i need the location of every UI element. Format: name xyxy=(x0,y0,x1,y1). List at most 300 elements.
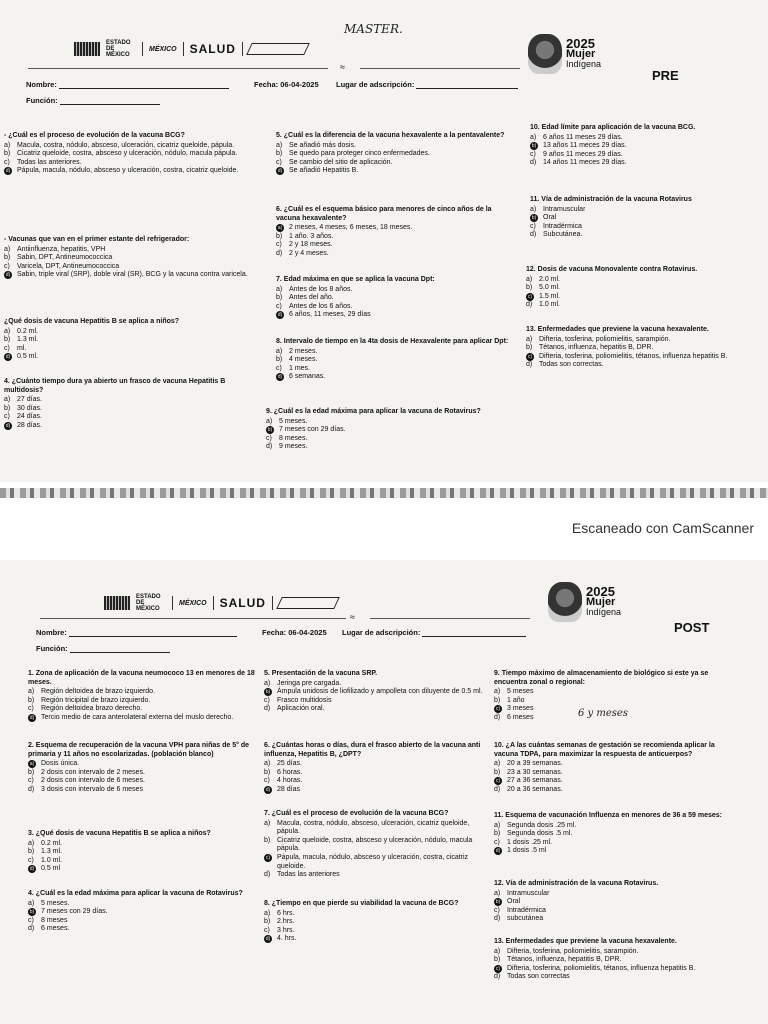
answer-option[interactable] xyxy=(494,956,730,965)
answer-option-selected[interactable] xyxy=(4,353,254,362)
option-letter: c) xyxy=(4,262,10,270)
option-letter: d) xyxy=(530,231,537,239)
answer-option[interactable] xyxy=(264,777,490,786)
indigenous-woman-icon xyxy=(548,582,582,622)
option-letter: c) xyxy=(28,916,34,924)
question-stem: 13. Enfermedades que previene la vacuna hexavalente. xyxy=(526,326,709,333)
answer-option[interactable] xyxy=(494,822,724,831)
option-text: Intramuscular xyxy=(543,205,586,213)
filled-circle-icon: b) xyxy=(265,689,271,696)
option-text: Se añadió Hepatitis B. xyxy=(289,167,359,175)
answer-option[interactable] xyxy=(276,241,516,250)
option-letter: c) xyxy=(494,838,500,846)
badge-year: 2025 xyxy=(566,36,595,51)
question-stem: 3. ¿Qué dosis de vacuna Hepatitis B se aplica a niños? xyxy=(28,830,211,837)
ornament-icon: ≈ xyxy=(350,612,355,622)
fecha-field: Fecha: 06-04-2025 xyxy=(254,80,319,89)
question-stem: 8. Intervalo de tiempo en la 4ta dosis de Hexavalente para aplicar Dpt: xyxy=(276,338,509,345)
answer-option[interactable] xyxy=(28,900,268,909)
funcion-input[interactable] xyxy=(60,104,160,105)
option-letter: b) xyxy=(494,768,501,776)
nombre-input[interactable] xyxy=(69,636,237,637)
option-text: 2 dosis con intervalo de 2 meses. xyxy=(41,768,145,776)
answer-option[interactable] xyxy=(28,769,260,778)
answer-option[interactable] xyxy=(4,328,254,337)
filled-circle-icon: b) xyxy=(29,909,35,916)
answer-option[interactable] xyxy=(4,246,260,255)
mujer-indigena-badge xyxy=(528,34,601,74)
answer-option[interactable] xyxy=(28,925,268,934)
option-letter: c) xyxy=(276,241,282,249)
answer-option[interactable] xyxy=(4,254,260,263)
post-question-13 xyxy=(494,938,730,982)
option-letter: d) xyxy=(526,361,533,369)
answer-option[interactable] xyxy=(526,284,762,293)
logo-gob-text: ESTADO DE MÉXICO xyxy=(106,40,131,58)
question-stem: 9. Tiempo máximo de almacenamiento de biológico si este ya se encuentra zonal o regional: xyxy=(494,670,709,686)
answer-option[interactable] xyxy=(530,134,766,143)
filled-circle-icon: c) xyxy=(495,965,501,972)
question-stem: 10. Edad límite para aplicación de la vacuna BCG. xyxy=(530,124,696,131)
answer-option-selected[interactable] xyxy=(276,167,512,176)
post-label: POST xyxy=(674,620,710,635)
post-question-12 xyxy=(494,880,724,924)
option-letter: d) xyxy=(276,249,283,257)
option-text: 1 dosis .5 ml xyxy=(507,847,547,855)
option-text: 1 mes. xyxy=(289,364,311,372)
answer-option-selected[interactable] xyxy=(264,935,490,944)
option-letter: b) xyxy=(4,404,11,412)
pre-question-8 xyxy=(276,338,512,382)
pre-label: PRE xyxy=(652,68,679,83)
question-stem: 5. ¿Cuál es la diferencia de la vacuna hexavalente a la pentavalente? xyxy=(276,132,505,139)
option-text: 1.0 ml. xyxy=(539,301,561,309)
fecha-field: Fecha: 06-04-2025 xyxy=(262,628,327,637)
answer-option[interactable] xyxy=(276,356,512,365)
option-text: Antes del año. xyxy=(289,294,334,302)
option-text: Varicela, DPT, Antineumococcica xyxy=(17,262,120,270)
option-text: Difteria, tosferina, poliomielitis, sarampión. xyxy=(507,947,639,955)
nombre-field xyxy=(26,80,229,89)
answer-option[interactable] xyxy=(28,688,260,697)
filled-circle-icon: d) xyxy=(265,786,271,793)
option-text: 4 horas. xyxy=(277,777,303,785)
filled-circle-icon: d) xyxy=(277,374,283,381)
answer-option[interactable] xyxy=(264,680,490,689)
filled-circle-icon: d) xyxy=(277,168,283,175)
answer-option[interactable] xyxy=(264,760,490,769)
option-letter: b) xyxy=(28,848,35,856)
option-letter: a) xyxy=(266,417,273,425)
option-text: Todas las anteriores xyxy=(277,871,340,879)
answer-option[interactable] xyxy=(264,769,490,778)
ornament-icon: ≈ xyxy=(340,62,345,72)
option-letter: d) xyxy=(28,925,35,933)
option-text: Región tricipital de brazo izquierdo. xyxy=(41,696,151,704)
option-text: Intradérmica xyxy=(507,906,546,914)
question-stem: - ¿Cuál es el proceso de evolución de la vacuna BCG? xyxy=(4,132,185,139)
filled-circle-icon: c) xyxy=(527,353,533,360)
filled-circle-icon: c) xyxy=(527,293,533,300)
option-text: 7 meses con 29 días. xyxy=(41,908,108,916)
option-text: 6 meses. xyxy=(41,925,70,933)
option-letter: c) xyxy=(28,705,34,713)
scan-separator xyxy=(0,482,768,560)
option-letter: a) xyxy=(276,141,283,149)
answer-option[interactable] xyxy=(276,348,512,357)
option-text: 2 y 18 meses. xyxy=(289,241,333,249)
answer-option[interactable] xyxy=(264,927,490,936)
answer-option[interactable] xyxy=(28,916,271,926)
answer-option[interactable] xyxy=(494,697,728,706)
answer-option-selected[interactable] xyxy=(28,760,260,769)
post-question-2 xyxy=(28,742,260,795)
post-question-11 xyxy=(494,812,724,856)
option-letter: c) xyxy=(276,364,282,372)
answer-option[interactable] xyxy=(264,910,490,919)
answer-option[interactable] xyxy=(494,786,724,795)
option-text: Oral xyxy=(543,214,557,222)
filled-circle-icon: d) xyxy=(5,168,11,175)
answer-option[interactable] xyxy=(530,159,766,168)
option-text: Antes de los 8 años. xyxy=(289,285,353,293)
answer-option[interactable] xyxy=(28,697,260,706)
pre-question-9 xyxy=(266,408,516,452)
option-text: 0.2 ml. xyxy=(17,327,39,335)
option-text: 6 meses xyxy=(507,713,534,721)
camscanner-label: Escaneado con CamScanner xyxy=(571,520,754,536)
option-text: Antes de los 6 años. xyxy=(289,302,353,310)
handwritten-note-q9: 6 y meses xyxy=(578,708,628,719)
answer-option[interactable] xyxy=(4,159,250,168)
option-text: 14 años 11 meces 29 días. xyxy=(543,159,627,167)
option-text: 0.2 ml. xyxy=(41,839,63,847)
answer-option[interactable] xyxy=(28,705,260,714)
option-letter: c) xyxy=(4,413,10,421)
answer-option[interactable] xyxy=(264,871,490,880)
option-text: Dosis única. xyxy=(41,760,80,768)
option-text: Oral xyxy=(507,898,521,906)
answer-option[interactable] xyxy=(264,837,490,854)
answer-option[interactable] xyxy=(4,263,260,272)
answer-option-selected[interactable] xyxy=(28,908,271,917)
filled-circle-icon: d) xyxy=(29,714,35,721)
logo-mexico-text: MÉXICO xyxy=(149,45,177,53)
nombre-field xyxy=(36,628,237,637)
answer-option-selected[interactable] xyxy=(494,898,724,907)
option-letter: b) xyxy=(276,232,283,240)
answer-option[interactable] xyxy=(276,159,512,168)
option-text: 13 años 11 meces 29 días. xyxy=(543,142,627,150)
question-stem: 6. ¿Cuál es el esquema básico para menores de cinco años de la vacuna hexavalente? xyxy=(276,206,492,222)
option-text: Todas son correctas. xyxy=(539,361,604,369)
question-stem: 7. ¿Cuál es el proceso de evolución de la vacuna BCG? xyxy=(264,810,449,817)
option-letter: a) xyxy=(264,819,271,827)
header-rule xyxy=(360,68,520,69)
answer-option[interactable] xyxy=(266,435,516,444)
post-question-6 xyxy=(264,742,490,795)
question-stem: 11. Vía de administración de la vacuna Rotavirus xyxy=(530,196,692,203)
answer-option[interactable] xyxy=(494,769,724,778)
answer-option-selected[interactable] xyxy=(266,426,516,435)
option-letter: a) xyxy=(276,347,283,355)
option-text: Todas son correctas xyxy=(507,973,570,981)
answer-option[interactable] xyxy=(28,840,260,849)
nombre-input[interactable] xyxy=(59,88,229,89)
answer-option[interactable] xyxy=(494,948,730,957)
lugar-input[interactable] xyxy=(416,88,518,89)
answer-option[interactable] xyxy=(526,276,762,285)
logo-salud-text: SALUD xyxy=(219,596,266,610)
option-letter: d) xyxy=(530,159,537,167)
decorative-border xyxy=(0,488,768,498)
answer-option[interactable] xyxy=(494,973,730,982)
option-letter: b) xyxy=(28,696,35,704)
question-stem: 5. Presentación de la vacuna SRP. xyxy=(264,670,378,677)
option-text: 8 meses xyxy=(41,916,68,924)
filled-circle-icon: b) xyxy=(531,215,537,222)
answer-option[interactable] xyxy=(526,336,762,345)
question-stem: 2. Esquema de recuperación de la vacuna VPH para niñas de 5° de primaria y 11 años no escolarizadas. (población blanco) xyxy=(28,742,250,758)
mujer-indigena-badge xyxy=(548,582,621,622)
lugar-input[interactable] xyxy=(422,636,526,637)
answer-option[interactable] xyxy=(494,760,724,769)
lugar-label: Lugar de adscripción: xyxy=(342,628,421,637)
answer-option[interactable] xyxy=(264,918,490,927)
header-rule xyxy=(28,68,328,69)
option-letter: c) xyxy=(4,158,10,166)
answer-option-selected[interactable] xyxy=(494,847,724,856)
funcion-label: Función: xyxy=(36,644,68,653)
answer-option[interactable] xyxy=(276,250,516,259)
logo-divider xyxy=(172,596,173,610)
option-text: 28 días xyxy=(277,785,300,793)
answer-option[interactable] xyxy=(530,223,766,232)
option-text: subcutánea xyxy=(507,915,544,923)
option-letter: d) xyxy=(494,915,501,923)
answer-option-selected[interactable] xyxy=(4,422,264,431)
option-letter: c) xyxy=(276,302,282,310)
option-letter: c) xyxy=(4,344,10,352)
pre-question-12 xyxy=(526,266,762,310)
option-text: Región deltoidea brazo derecho. xyxy=(41,705,143,713)
option-text: 5 meses. xyxy=(41,899,70,907)
option-letter: b) xyxy=(4,254,11,262)
answer-option[interactable] xyxy=(4,413,264,422)
option-letter: a) xyxy=(526,275,533,283)
answer-option[interactable] xyxy=(264,705,490,714)
option-letter: a) xyxy=(494,947,501,955)
filled-circle-icon: d) xyxy=(5,354,11,361)
option-text: Se añadió más dosis. xyxy=(289,141,356,149)
answer-option-selected[interactable] xyxy=(28,865,260,874)
filled-circle-icon: d) xyxy=(495,848,501,855)
answer-option[interactable] xyxy=(4,142,250,151)
logo-divider xyxy=(242,42,243,56)
pre-question-10 xyxy=(530,124,766,168)
option-letter: b) xyxy=(494,696,501,704)
answer-option-selected[interactable] xyxy=(494,777,724,786)
option-text: 3 hrs. xyxy=(277,926,295,934)
option-text: Ámpula unidosis de liofilizado y ampolleta con diluyente de 0.5 ml. xyxy=(277,688,483,696)
option-letter: a) xyxy=(264,760,271,768)
option-text: Cicatriz queloide, costra, absceso y ulceración, nódulo, macula pápula. xyxy=(277,836,473,853)
option-letter: c) xyxy=(28,777,34,785)
option-letter: a) xyxy=(494,821,501,829)
option-text: 27 días. xyxy=(17,396,42,404)
badge-mujer: Mujer xyxy=(566,48,596,60)
answer-option[interactable] xyxy=(494,915,724,924)
header-rule xyxy=(40,618,346,619)
answer-option[interactable] xyxy=(266,418,516,427)
answer-option-selected[interactable] xyxy=(530,214,766,223)
question-stem: 1. Zona de aplicación de la vacuna neumococo 13 en menores de 18 meses. xyxy=(28,670,255,686)
option-letter: b) xyxy=(526,344,533,352)
answer-option[interactable] xyxy=(28,848,260,857)
post-question-1 xyxy=(28,670,260,723)
question-stem: 4. ¿Cuánto tiempo dura ya abierto un frasco de vacuna Hepatitis B multidosis? xyxy=(4,378,226,394)
answer-option[interactable] xyxy=(494,839,724,848)
answer-option[interactable] xyxy=(494,688,728,697)
answer-option[interactable] xyxy=(276,150,512,159)
option-text: Segunda dosis .25 ml. xyxy=(507,821,577,829)
option-text: 1 año. 3 años. xyxy=(289,232,334,240)
option-letter: c) xyxy=(264,696,270,704)
answer-option[interactable] xyxy=(28,857,260,866)
answer-option[interactable] xyxy=(494,830,724,839)
option-text: 0.5 ml. xyxy=(17,353,39,361)
answer-option-selected[interactable] xyxy=(276,311,512,320)
option-text: 2.0 ml. xyxy=(539,275,561,283)
option-letter: d) xyxy=(266,443,273,451)
option-letter: a) xyxy=(264,679,271,687)
answer-option[interactable] xyxy=(276,303,512,312)
option-text: Todas las anteriores. xyxy=(17,158,82,166)
option-text: Sabin, triple viral (SRP), doble viral (SR), BCG y la vacuna contra varicela. xyxy=(17,271,248,279)
answer-option[interactable] xyxy=(4,396,264,405)
answer-option-selected[interactable] xyxy=(276,373,512,382)
answer-option[interactable] xyxy=(276,294,512,303)
option-text: Se cambio del sitio de aplicación. xyxy=(289,158,393,166)
answer-option[interactable] xyxy=(4,150,250,159)
header-rule xyxy=(370,618,530,619)
answer-option[interactable] xyxy=(530,231,766,240)
filled-circle-icon: d) xyxy=(29,866,35,873)
pre-exam-sheet xyxy=(0,0,768,482)
answer-option[interactable] xyxy=(264,820,490,837)
option-text: 20 a 39 semanas. xyxy=(507,760,563,768)
question-stem: - Vacunas que van en el primer estante del refrigerador: xyxy=(4,236,190,243)
answer-option-selected[interactable] xyxy=(264,688,490,697)
answer-option[interactable] xyxy=(28,777,260,786)
answer-option[interactable] xyxy=(276,286,512,295)
pre-question-3 xyxy=(4,318,254,362)
answer-option-selected[interactable] xyxy=(494,965,730,974)
answer-option-selected[interactable] xyxy=(530,142,766,151)
header-logos xyxy=(104,594,337,612)
answer-option[interactable] xyxy=(4,405,264,414)
answer-option-selected[interactable] xyxy=(4,271,260,280)
answer-option-selected[interactable] xyxy=(526,353,762,362)
option-text: Tétanos, influenza, hepatitis B, DPR. xyxy=(507,956,622,964)
pre-question-7 xyxy=(276,276,512,320)
filled-circle-icon: b) xyxy=(495,899,501,906)
option-text: 5 meses. xyxy=(279,417,308,425)
option-text: Difteria, tosferina, poliomielitis, tétanos, influenza hepatitis B. xyxy=(539,352,728,360)
answer-option-selected[interactable] xyxy=(28,714,260,723)
filled-circle-icon: d) xyxy=(277,312,283,319)
option-text: Intramuscular xyxy=(507,889,550,897)
answer-option[interactable] xyxy=(494,890,724,899)
option-letter: d) xyxy=(494,973,501,981)
post-question-8 xyxy=(264,900,490,944)
answer-option[interactable] xyxy=(526,301,762,310)
pre-question-11 xyxy=(530,196,766,240)
question-stem: 12. Vía de administración de la vacuna Rotavirus. xyxy=(494,880,659,887)
question-stem: 9. ¿Cuál es la edad máxima para aplicar la vacuna de Rotavirus? xyxy=(266,408,481,415)
answer-option[interactable] xyxy=(276,365,512,374)
option-text: 6 horas. xyxy=(277,768,303,776)
option-letter: a) xyxy=(28,688,35,696)
option-text: 5.0 ml. xyxy=(539,284,561,292)
answer-option[interactable] xyxy=(276,142,512,151)
funcion-label: Función: xyxy=(26,96,58,105)
answer-option[interactable] xyxy=(526,344,762,353)
option-text: 2 dosis con intervalo de 6 meses. xyxy=(41,777,145,785)
option-text: 2 meses, 4 meses, 6 meses, 18 meses. xyxy=(289,224,413,232)
pre-question-4 xyxy=(4,378,264,431)
funcion-field xyxy=(36,644,170,653)
option-text: 4 meses. xyxy=(289,356,318,364)
filled-circle-icon: c) xyxy=(265,854,271,861)
option-text: 6 hrs. xyxy=(277,909,295,917)
option-letter: d) xyxy=(264,705,271,713)
answer-option[interactable] xyxy=(530,206,766,215)
option-letter: b) xyxy=(494,956,501,964)
answer-option-selected[interactable] xyxy=(4,167,250,176)
answer-option-selected[interactable] xyxy=(526,293,762,302)
logo-divider xyxy=(142,42,143,56)
answer-option[interactable] xyxy=(4,345,254,354)
answer-option[interactable] xyxy=(276,233,516,242)
logo-divider xyxy=(183,42,184,56)
answer-option[interactable] xyxy=(264,697,490,706)
answer-option[interactable] xyxy=(526,361,762,370)
answer-option[interactable] xyxy=(494,907,724,916)
option-letter: b) xyxy=(526,284,533,292)
answer-option-selected[interactable] xyxy=(264,786,490,795)
filled-circle-icon: d) xyxy=(265,936,271,943)
answer-option[interactable] xyxy=(266,443,516,452)
option-text: 23 a 30 semanas. xyxy=(507,768,563,776)
option-text: Difteria, tosferina, poliomielitis, sarampión. xyxy=(539,335,671,343)
ism-logo-icon xyxy=(276,597,340,609)
funcion-input[interactable] xyxy=(70,652,170,653)
answer-option-selected[interactable] xyxy=(276,224,516,233)
option-text: Antiinfluenza, hepatitis, VPH xyxy=(17,245,106,253)
option-text: 3 meses xyxy=(507,705,534,713)
answer-option[interactable] xyxy=(28,786,260,795)
option-text: Aplicación oral. xyxy=(277,705,325,713)
post-question-7 xyxy=(264,810,490,880)
question-stem: 10. ¿A las cuántas semanas de gestación se recomienda aplicar la vacuna TDPA, para maximizar la respuesta de anticuerpos? xyxy=(494,742,715,758)
answer-option-selected[interactable] xyxy=(264,854,490,871)
answer-option[interactable] xyxy=(530,151,766,160)
option-letter: a) xyxy=(276,285,283,293)
answer-option[interactable] xyxy=(4,336,254,345)
nombre-label: Nombre: xyxy=(36,628,67,637)
option-text: 28 días. xyxy=(17,421,42,429)
